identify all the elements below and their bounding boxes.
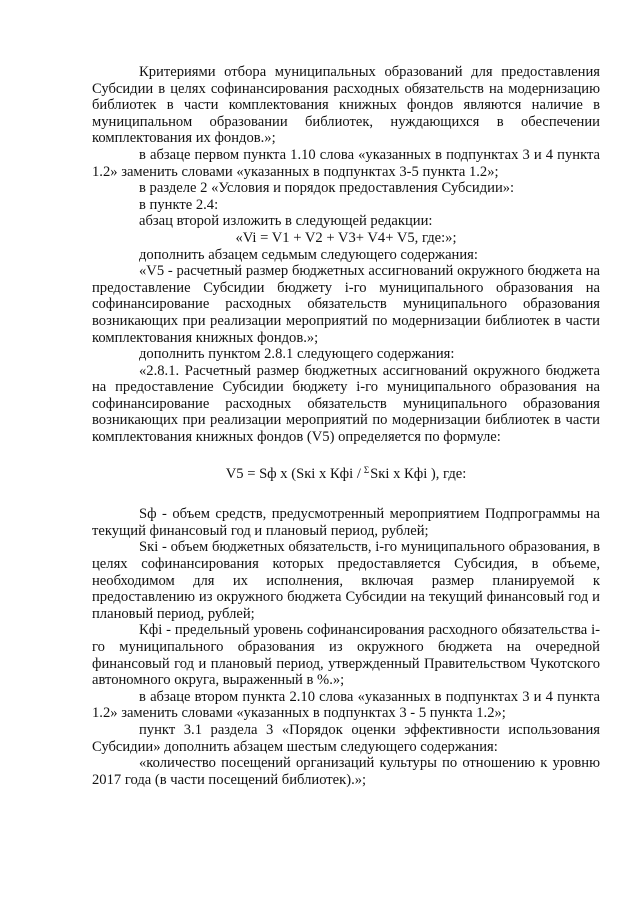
formula-v5 bbox=[92, 462, 600, 483]
paragraph-second-subparagraph: абзац второй изложить в следующей редакции: bbox=[139, 213, 433, 230]
paragraph-2-8-1: «2.8.1. Расчетный размер бюджетных ассигнований окружного бюджета на предоставление Субсидии бюджету i-го муниципального образования на софинансирование расходных обязательств муниципального образования возникающих при реализации мероприятий по модернизации библиотек в части комплектования книжных фондов (V5) определяется по формуле: bbox=[92, 362, 600, 446]
paragraph-add-2-8-1: дополнить пунктом 2.8.1 следующего содержания: bbox=[139, 346, 455, 363]
document-body bbox=[92, 64, 600, 788]
paragraph-ski-definition: Sкi - объем бюджетных обязательств, i-го муниципального образования, в целях софинансирования которых предоставляется Субсидия, в объеме, необходимом для их исполнения, включая размер планируемой к предоставлению из окружного бюджета Субсидии на текущий финансовый год и плановый период, рублей; bbox=[92, 539, 600, 622]
paragraph-clause-2-10: в абзаце втором пункта 2.10 слова «указанных в подпунктах 3 и 4 пункта 1.2» заменить словами «указанных в подпунктах 3 - 5 пункта 1.2»; bbox=[92, 688, 600, 722]
paragraph-kfi-definition: Кфi - предельный уровень софинансирования расходного обязательства i-го муниципального образования из окружного бюджета на очередной финансовый год и плановый период, утвержденный Правительством Чукотского автономного округа, выраженный в %.»; bbox=[92, 622, 600, 689]
sigma-symbol: Σ bbox=[363, 464, 370, 475]
formula-v5-left: V5 = Sф х (Sкi х Кфi / bbox=[225, 465, 361, 482]
paragraph-clause-1-10: в абзаце первом пункта 1.10 слова «указанных в подпунктах 3 и 4 пункта 1.2» заменить словами «указанных в подпунктах 3-5 пункта 1.2»; bbox=[92, 146, 600, 180]
paragraph-visits-indicator: «количество посещений организаций культуры по отношению к уровню 2017 года (в части посещений библиотек).»; bbox=[92, 755, 600, 788]
paragraph-item-2-4: в пункте 2.4: bbox=[139, 196, 219, 213]
paragraph-add-seventh: дополнить абзацем седьмым следующего содержания: bbox=[139, 246, 478, 263]
formula-v5-right: Sкi х Кфi ), где: bbox=[370, 465, 467, 482]
paragraph-sf-definition: Sф - объем средств, предусмотренный мероприятием Подпрограммы на текущий финансовый год и плановый период, рублей; bbox=[92, 506, 600, 539]
paragraph-clause-3-1: пункт 3.1 раздела 3 «Порядок оценки эффективности использования Субсидии» дополнить абзацем шестым следующего содержания: bbox=[92, 721, 600, 755]
paragraph-selection-criteria: Критериями отбора муниципальных образований для предоставления Субсидии в целях софинансирования расходных обязательств на модернизацию библиотек в части комплектования книжных фондов являются наличие в муниципальном образовании библиотек, нуждающихся в обеспечении комплектования их фондов.»; bbox=[92, 64, 600, 147]
formula-vi: «Vi = V1 + V2 + V3+ V4+ V5, где:»; bbox=[235, 229, 457, 246]
paragraph-v5-definition: «V5 - расчетный размер бюджетных ассигнований окружного бюджета на предоставление Субсидии бюджету i-го муниципального образования на софинансирование расходных обязательств муниципального образования возникающих при реализации мероприятий по модернизации библиотек в части комплектования книжных фондов.»; bbox=[92, 263, 600, 346]
paragraph-section-2: в разделе 2 «Условия и порядок предоставления Субсидии»: bbox=[139, 180, 515, 197]
